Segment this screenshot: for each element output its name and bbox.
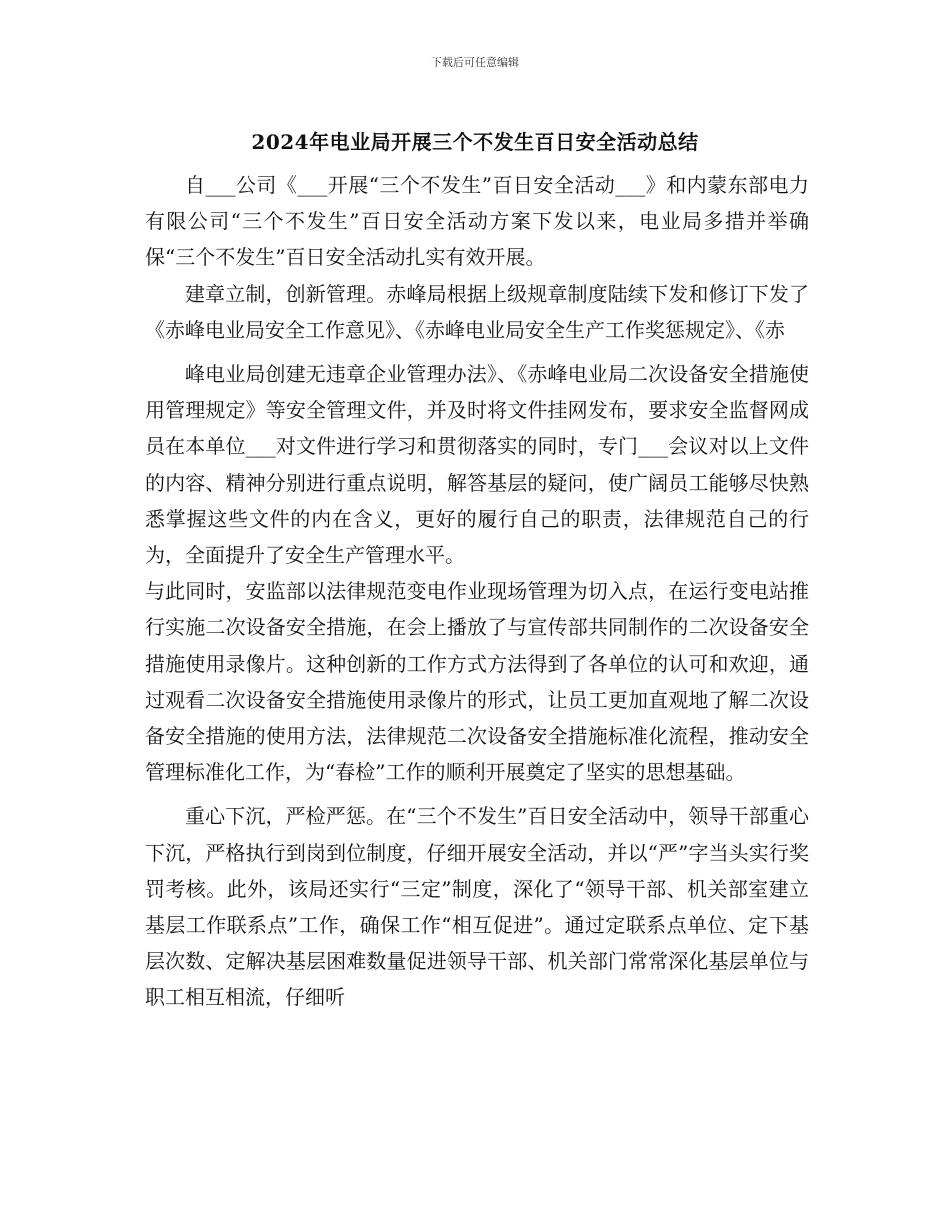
paragraph-rules-continued: 峰电业局创建无违章企业管理办法》、《赤峰电业局二次设备安全措施使用管理规定》等安全管理文件，并及时将文件挂网发布，要求安全监督网成员在本单位___对文件进行学习和贯彻落实的同时，专门___会议对以上文件的内容、精神分别进行重点说明，解答基层的疑问，使广阔员工能够尽快熟悉掌握这些文件的内在含义，更好的履行自己的职责，法律规范自己的行为，全面提升了安全生产管理水平。 [145, 362, 809, 568]
paragraph-inspection: 重心下沉，严检严惩。在“三个不发生”百日安全活动中，领导干部重心下沉，严格执行到岗到位制度，仔细开展安全活动，并以“严”字当头实行奖罚考核。此外，该局还实行“三定”制度，深化了“领导干部、机关部室建立基层工作联系点”工作，确保工作“相互促进”。通过定联系点单位、定下基层次数、定解决基层困难数量促进领导干部、机关部门常常深化基层单位与职工相互相流，仔细听 [145, 804, 809, 1010]
document-body [145, 167, 809, 1016]
paragraph-intro: 自___公司《___开展“三个不发生”百日安全活动___》和内蒙东部电力有限公司“三个不发生”百日安全活动方案下发以来，电业局多措并举确保“三个不发生”百日安全活动扎实有效开展。 [145, 173, 809, 270]
paragraph-rules-heading: 建章立制，创新管理。赤峰局根据上级规章制度陆续下发和修订下发了《赤峰电业局安全工作意见》、《赤峰电业局安全生产工作奖惩规定》、《赤 [145, 281, 809, 342]
header-note: 下载后可任意编辑 [431, 56, 519, 69]
document-title: 2024年电业局开展三个不发生百日安全活动总结 [251, 130, 699, 154]
paragraph-innovation: 与此同时，安监部以法律规范变电作业现场管理为切入点，在运行变电站推行实施二次设备安全措施，在会上播放了与宣传部共同制作的二次设备安全措施使用录像片。这种创新的工作方式方法得到了各单位的认可和欢迎，通过观看二次设备安全措施使用录像片的形式，让员工更加直观地了解二次设备安全措施的使用方法，法律规范二次设备安全措施标准化流程，推动安全管理标准化工作，为“春检”工作的顺利开展奠定了坚实的思想基础。 [145, 579, 809, 785]
